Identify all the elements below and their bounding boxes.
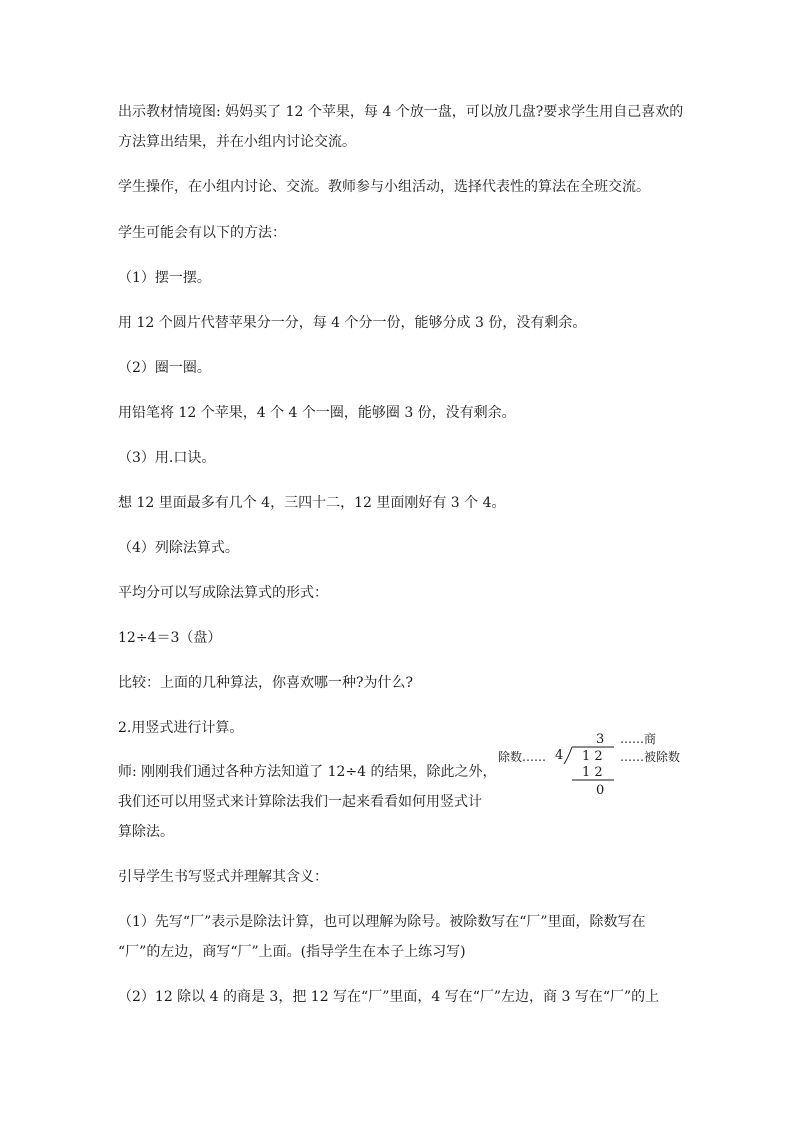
paragraph-methods: 学生可能会有以下的方法：	[118, 225, 286, 241]
remainder: 0	[596, 783, 605, 798]
paragraph-situation-cont: 方法算出结果，并在小组内讨论交流。	[118, 134, 356, 150]
method-1-text: 用 12 个圆片代替苹果分一分，每 4 个分一份，能够分成 3 份，没有剩余。	[118, 315, 587, 331]
method-2-heading: （2）圈一圈。	[118, 360, 211, 376]
method-1-heading: （1）摆一摆。	[118, 270, 211, 286]
method-4-heading: （4）列除法算式。	[118, 540, 239, 556]
paragraph-situation: 出示教材情境图: 妈妈买了 12 个苹果，每 4 个放一盘，可以放几盘?要求学生用自己喜欢的	[118, 104, 684, 120]
divisor: 4	[555, 748, 564, 763]
divisor-label: 除数……	[498, 750, 547, 764]
step-2-line-1: （2）12 除以 4 的商是 3，把 12 写在“厂”里面，4 写在“厂”左边，商 3 写在“厂”的上	[118, 989, 660, 1005]
quotient-label: ……商	[620, 732, 657, 746]
teacher-line-3: 算除法。	[118, 824, 174, 840]
paragraph-division-form: 平均分可以写成除法算式的形式：	[118, 585, 328, 601]
product: 1 2	[582, 765, 603, 780]
teacher-line-2: 我们还可以用竖式来计算除法我们一起来看看如何用竖式计	[118, 794, 482, 810]
method-2-text: 用铅笔将 12 个苹果，4 个 4 个一圈，能够圈 3 份，没有剩余。	[118, 405, 516, 421]
section-heading-vertical: 2.用竖式进行计算。	[118, 720, 244, 736]
dividend: 1 2	[582, 749, 603, 764]
teacher-line-1: 师: 刚刚我们通过各种方法知道了 12÷4 的结果，除此之外，	[118, 764, 497, 780]
long-division-diagram	[498, 730, 708, 800]
division-bracket	[564, 747, 572, 764]
quotient: 3	[596, 732, 605, 747]
method-3-text: 想 12 里面最多有几个 4，三四十二，12 里面刚好有 3 个 4。	[118, 495, 506, 511]
paragraph-guide: 引导学生书写竖式并理解其含义：	[118, 869, 328, 885]
paragraph-operation: 学生操作，在小组内讨论、交流。教师参与小组活动，选择代表性的算法在全班交流。	[118, 179, 650, 195]
paragraph-compare: 比较：上面的几种算法，你喜欢哪一种?为什么?	[118, 675, 414, 691]
step-1-line-2: “厂”的左边，商写“厂”上面。(指导学生在本子上练习写)	[118, 944, 466, 960]
dividend-label: ……被除数	[620, 750, 681, 764]
equation: 12÷4＝3（盘）	[118, 630, 222, 646]
step-1-line-1: （1）先写“厂”表示是除法计算，也可以理解为除号。被除数写在“厂”里面，除数写在	[118, 914, 646, 930]
method-3-heading: （3）用.口诀。	[118, 450, 216, 466]
